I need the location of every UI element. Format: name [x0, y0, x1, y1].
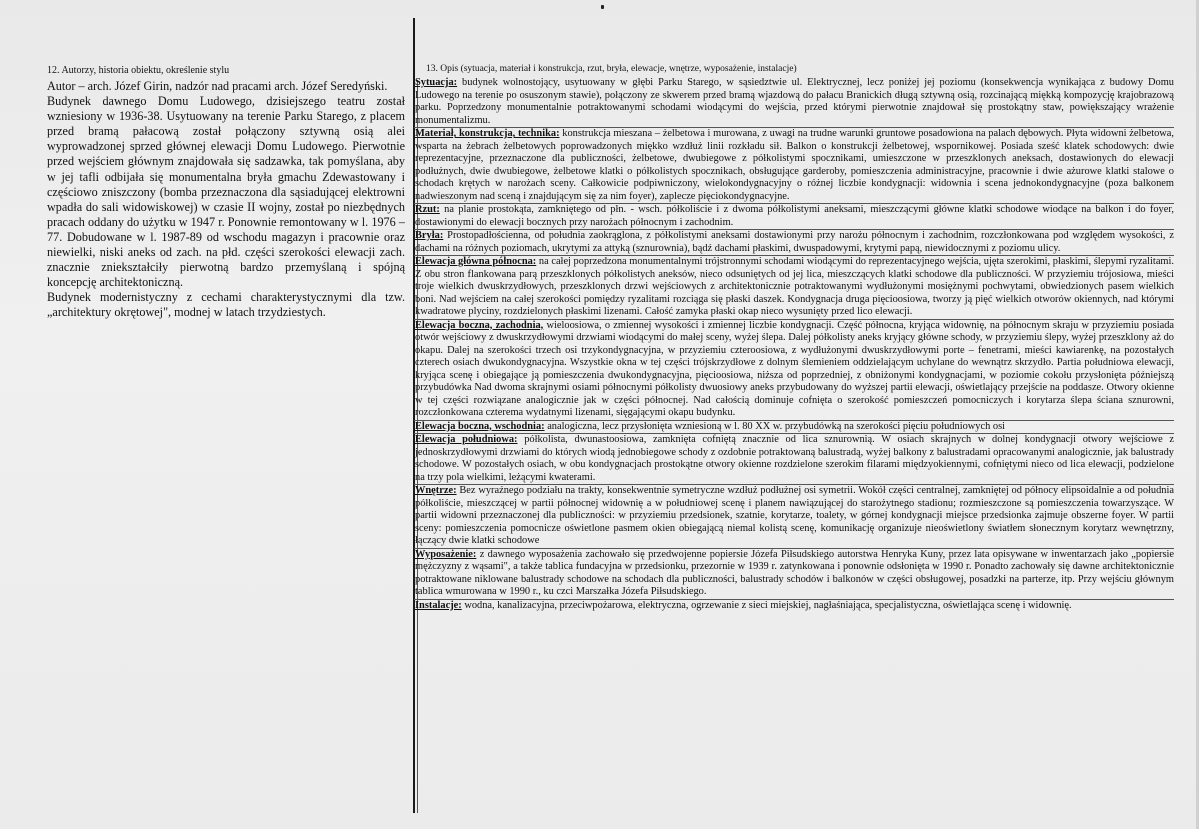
- desc-section-installations: [414, 599, 1174, 613]
- section-text: Bez wyraźnego podziału na trakty, konsekwentnie symetryczne wzdłuż podłużnej osi symetrii. Wokół części centralnej, zamkniętej od północy elipsoidalnie a od południa półkoliście, mieszczącej w partii północnej widownię a w południowej scenę i planem nawiązującej do starożytnego stadionu; rozmieszczone są pomieszczenia towarzyszące. W partii widowni przeznaczonej dla publiczności: w przyziemiu przedsionek, szatnie, korytarze, toalety, w górnej kondygnacji miejsce przedsionka zajmuje obszerne foyer. W partii sceny: pomieszczenia pomocnicze oświetlone pasmem okien obiegającą niemal kolistą scenę, komunikację organizuje nieoświetlony światłem słonecznym korytarz wewnętrzny, łączący dwie klatki schodowe: [415, 485, 1174, 546]
- section-text: na całej poprzedzona monumentalnymi trójstronnymi schodami wiodącymi do reprezentacyjnego wejścia, ujęta szerokimi, płaskimi, ślepymi ryzalitami. Z obu stron flankowana parą przeszklonych półkolistych aneksów, nieco odsuniętych od jej lica, mieszczących klatki schodowe dla publiczności. W przyziemiu trójosiowa, mieści troje wielkich dwuskrzydłowych, przeszklonych drzwi wejściowych z architektonicznie potraktowanymi wydłużonymi mosiężnymi pochwytami, obwiedzionych pasem wielkich boni. Nad wejściem na całej szerokości pomiędzy ryzalitami rozciąga się płaski daszek. Kondygnacja druga pięcioosiowa, tworzy ją pięć wielkich otworów okiennych, nad którymi kwadratowe plyciny, rozdzielonych płaskimi lizenami. Całość zamyka płaski okap nieco wysunięty przed lico elewacji.: [415, 256, 1175, 317]
- desc-section-east-facade: [414, 420, 1174, 434]
- section-13-heading: 13. Opis (sytuacja, materiał i konstrukcja, rzut, bryła, elewacje, wnętrze, wyposażenie, instalacje): [426, 64, 797, 74]
- section-text: konstrukcja mieszana – żelbetowa i murowana, z uwagi na trudne warunki gruntowe posadowiona na palach dębowych. Płyta widowni żelbetowa, wsparta na żebrach żelbetowych poprowadzonych miękko wzdłuż linii rozkładu sił. Balkon o konstrukcji żelbetowej, wspornikowej. Posiada sześć klatek schodowych: dwie reprezentacyjne, przeznaczone dla publiczności, żelbetowe, dwubiegowe z półkolistymi spocznikami, umieszczone w przeszklonych aneksach, dostawionych do elewacji podłużnych, dwie dwubiegowe, żelbetowe klatki o półkolistych spocznikach, obsługujące garderoby, pomieszczenia administracyjne, pracownie i dwie ażurowe klatki stalowe o schodach krętych w narożach sceny. Całkowicie podpiwniczony, wielokondygnacyjny o różnej liczbie kondygnacji: widownia i scena jednokondygnacyjne (poza balkonem nadwieszonym nad sceną i znajdującym się za nim foyer), zaplecze pięciokondygnacyjne.: [415, 128, 1174, 202]
- right-column: [414, 64, 1174, 612]
- section-label: Instalacje:: [415, 599, 462, 611]
- scan-speck: [601, 5, 604, 9]
- section-label: Elewacja boczna, wschodnia:: [415, 420, 545, 432]
- section-label: Elewacja południowa:: [415, 434, 518, 445]
- section-label: Sytuacja:: [415, 77, 458, 88]
- desc-section-situation: [414, 77, 1174, 127]
- history-paragraph: Budynek dawnego Domu Ludowego, dzisiejszego teatru został wzniesiony w 1936-38. Usytuowany na terenie Parku Starego, z placem przed bramą pałacową został połączony sztywną osią alei wyprowadzonej sprzed głównej elewacji Domu Ludowego. Pierwotnie przed wejściem głównym znajdowała się sadzawka, tak pomyślana, aby w jej tafli odbijała się monumentalna bryła gmachu Zdewastowany i częściowo zniszczony (bomba przeznaczona dla sąsiadującej elektrowni wpadła do sali widowiskowej) w czasie II wojny, został po niezbędnych pracach oddany do użytku w 1947 r. Ponownie remontowany w l. 1976 – 77. Dobudowane w l. 1987-89 od wschodu magazyn i pracownie oraz niewielki, niski aneks od zach. na płd. części szerokości elewacji zach. znacznie zniekształciły pierwotną bardzo przemyślaną i spójną koncepcję architektoniczną.: [47, 94, 405, 290]
- section-label: Elewacja główna północna:: [415, 256, 537, 267]
- section-text: budynek wolnostojący, usytuowany w głębi Parku Starego, w sąsiedztwie ul. Elektrycznej, lecz poniżej jej poziomu (konsekwencja wynikająca z budowy Domu Ludowego na terenie po osuszonym stawie), połączony ze skwerem przed bramą wjazdową do pałacu Branickich długą sztywną osią, rozcinającą miękką kompozycję krajobrazową parku. Poprzedzony monumentalnie potraktowanymi schodami wiodącymi do wejścia, przed którymi pierwotnie znajdował się prostokątny staw, powiększający wrażenie monumentalizmu.: [415, 77, 1174, 126]
- authors-paragraph: Autor – arch. Józef Girin, nadzór nad pracami arch. Józef Seredyński.: [47, 79, 388, 93]
- section-text: wodna, kanalizacyjna, przeciwpożarowa, elektryczna, ogrzewanie z sieci miejskiej, nagłaśniająca, specjalistyczna, oświetlająca scenę i widownię.: [461, 599, 1072, 611]
- desc-section-north-facade: [414, 255, 1174, 319]
- section-12-heading: 12. Autorzy, historia obiektu, określenie stylu: [47, 65, 230, 76]
- section-label: Elewacja boczna, zachodnia,: [415, 319, 544, 331]
- section-label: Materiał, konstrukcja, technika:: [415, 128, 560, 139]
- section-label: Rzut:: [415, 204, 440, 215]
- desc-section-mass: [414, 229, 1174, 255]
- section-text: analogiczna, lecz przysłonięta wzniesioną w l. 80 XX w. przybudówką na szerokości pięciu południowych osi: [544, 420, 1006, 432]
- section-label: Wyposażenie:: [415, 548, 477, 560]
- section-label: Bryła:: [415, 230, 444, 241]
- desc-section-south-facade: [414, 433, 1174, 484]
- section-text: wieloosiowa, o zmiennej wysokości i zmiennej liczbie kondygnacji. Część północna, kryjąca widownię, na północnym skraju w przyziemiu posiada otwór wejściowy z dwuskrzydłowymi drzwiami wiodącymi do małej sceny, wyżej ślepa. Dalej półkolisty aneks kryjący główne schody, w przyziemiu ślepy, wyżej przeszklony aż do okapu. Dalej na szerokości trzech osi trzykondygnacyjna, w przyziemiu czteroosiowa, z wydłużonymi dwuskrzydłowymi porte – fenetrami, mieści kawiarenkę, na pozostałych czterech osiach dwukondygnacyjna. Wszystkie okna w tej części trójskrzydłowe z dolnym ślemieniem oddzielającym uchylane do wewnątrz skrzydło. Partia południowa elewacji, kryjąca scenę i obiegające ją pomieszczenia dwukondygnacyjna, pięcioosiowa, niższa od poprzedniej, z obniżonymi kondygnacjami, w poziomie cokołu przysłonięta późniejszą przybudówka Nad dwoma skrajnymi osiami północnymi półkolisty dwuosiowy aneks przybudowany do wyższej partii elewacji, oświetlający przejście na poddasze. Otwory okienne w tej części rozwiązane analogicznie jak w części północnej. Nad całością dominuje cofnięta o szerokość pomieszczeń pomocniczych i korytarza ślepa ściana sznurowni, rozczłonkowana czterema wydatnymi lizenami, sięgającymi okapu budynku.: [415, 319, 1174, 418]
- desc-section-furnishings: [414, 548, 1174, 599]
- section-text: Prostopadłościenna, od południa zaokrąglona, z półkolistymi aneksami dostawionymi przy narożu północnym i zachodnim, rozczłonkowana pod względem wysokości, z dachami na różnych poziomach, ukrytymi za attyką (sznurownia), bądź dachami płaskimi, dwuspadowymi, krytymi papą, niewidocznymi z poziomu ulicy.: [415, 230, 1174, 254]
- desc-section-material: [414, 127, 1174, 203]
- section-text: półkolista, dwunastoosiowa, zamknięta cofniętą znacznie od lica sznurownią. W osiach skrajnych w dolnej kondygnacji otwory wejściowe z jednoskrzydłowymi drzwiami do których wiodą jednobiegowe schody z ozdobnie potraktowaną balustradą, wyżej balkony z balustradami opracowanymi analogicznie, jak balustrady schodowe. W pozostałych osiach, w obu kondygnacjach prostokątne otwory okienne rozdzielone szerokim filarami międzyokiennymi, cofniętymi nieco od lica elewacji, podzielone na trzy pola wielkimi, leżącymi kwaterami.: [415, 434, 1174, 483]
- desc-section-interior: [414, 484, 1174, 548]
- left-column: [47, 65, 405, 321]
- section-label: Wnętrze:: [415, 485, 457, 496]
- desc-section-plan: [414, 203, 1174, 229]
- section-text: na planie prostokąta, zamkniętego od płn. - wsch. półkoliście i z dwoma półkolistymi aneksami, mieszczącymi główne klatki schodowe wiodące na balkon i do foyer, dostawionymi do elewacji bocznych przy narożach północnym i zachodnim.: [415, 204, 1174, 228]
- style-paragraph: Budynek modernistyczny z cechami charakterystycznymi dla tzw. „architektury okrętowej", modnej w latach trzydziestych.: [47, 290, 405, 320]
- section-text: z dawnego wyposażenia zachowało się przedwojenne popiersie Józefa Piłsudskiego autorstwa Henryka Kuny, przez lata opisywane w inwentarzach jako „popiersie mężczyzny z wąsami", a także tablica fundacyjna w przedsionku, przezornie w 1939 r. zatynkowana i ponownie odsłonięta w 1990 r. Ponadto zachowały się dawne architektonicznie potraktowane niklowane balustrady schodowe na schodach dla publiczności, balustrady schodów i balkonów w części obsługowej, posadzki na parterze, itp. Przy wejściu głównym tablica wmurowana w 1990 r., ku czci Marszałka Józefa Piłsudskiego.: [415, 548, 1174, 597]
- desc-section-west-facade: [414, 319, 1174, 420]
